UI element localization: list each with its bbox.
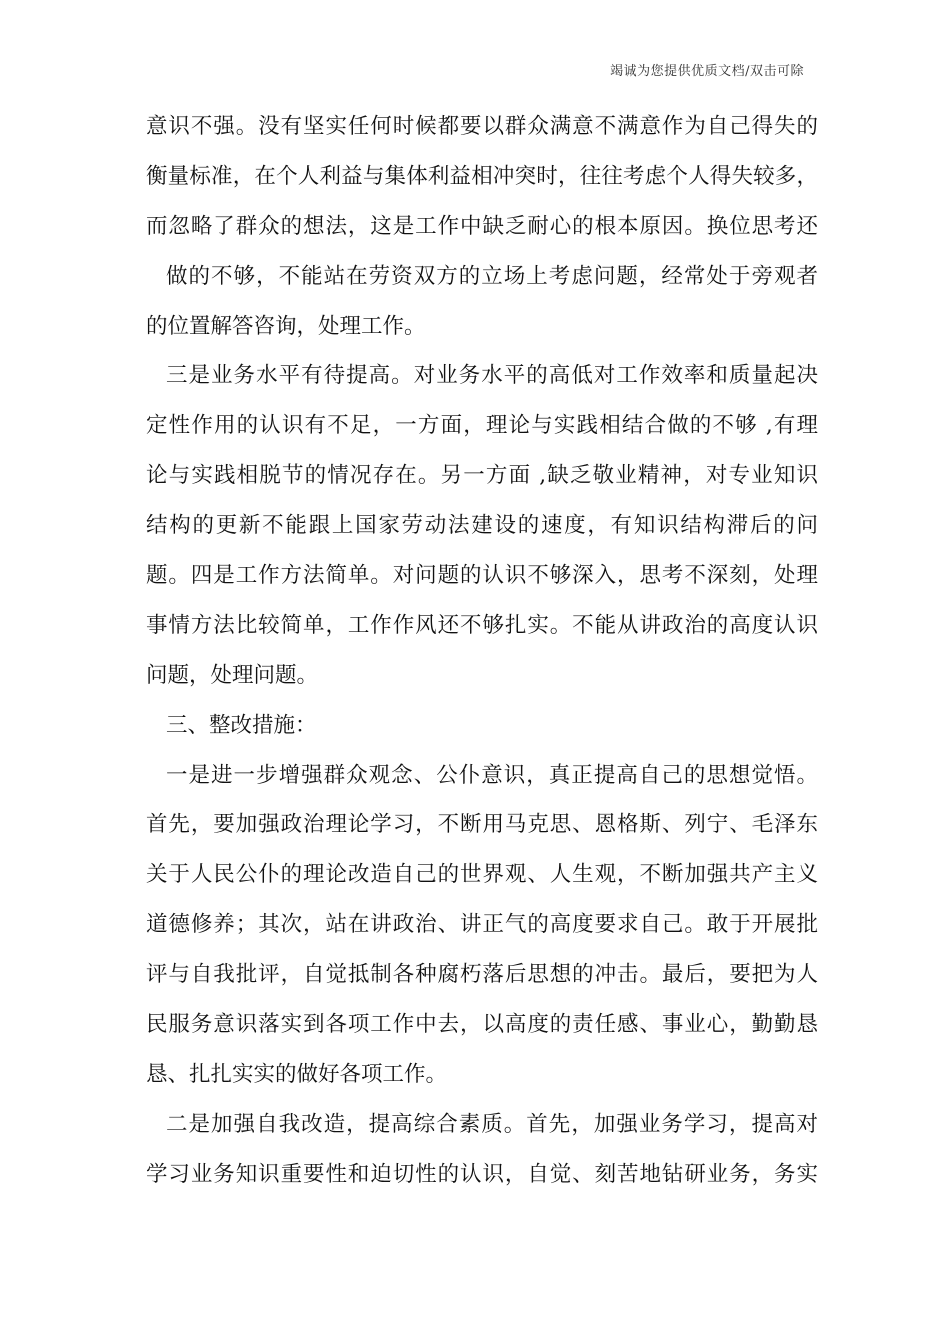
text-line: 首先，要加强政治理论学习，不断用马克思、恩格斯、列宁、毛泽东 [146, 812, 818, 838]
text-line: 做的不够，不能站在劳资双方的立场上考虑问题，经常处于旁观者 [166, 263, 818, 289]
text-line: 评与自我批评，自觉抵制各种腐朽落后思想的冲击。最后，要把为人 [146, 962, 818, 988]
text-line: 事情方法比较简单，工作作风还不够扎实。不能从讲政治的高度认识 [146, 612, 818, 638]
paragraph-start: 二是加强自我改造，提高综合素质。首先，加强业务学习，提高对 [166, 1111, 818, 1137]
document-body [146, 102, 818, 1200]
text-line: 道德修养；其次，站在讲政治、讲正气的高度要求自己。敢于开展批 [146, 912, 818, 938]
text-line: 关于人民公仆的理论改造自己的世界观、人生观，不断加强共产主义 [146, 862, 818, 888]
text-line: 意识不强。没有坚实任何时候都要以群众满意不满意作为自己得失的 [146, 114, 818, 139]
text-line: 的位置解答咨询，处理工作。 [146, 313, 426, 339]
text-line: 而忽略了群众的想法，这是工作中缺乏耐心的根本原因。换位思考还 [146, 213, 818, 239]
text-line: 论与实践相脱节的情况存在。另一方面 ,缺乏敬业精神，对专业知识 [146, 463, 818, 489]
section-heading: 三、整改措施： [166, 712, 317, 738]
text-line: 民服务意识落实到各项工作中去，以高度的责任感、事业心，勤勤恳 [146, 1012, 818, 1038]
text-line: 题。四是工作方法简单。对问题的认识不够深入，思考不深刻，处理 [146, 563, 818, 589]
header-note: 竭诚为您提供优质文档/双击可除 [610, 64, 804, 79]
paragraph-start: 一是进一步增强群众观念、公仆意识，真正提高自己的思想觉悟。 [166, 762, 818, 788]
text-line: 结构的更新不能跟上国家劳动法建设的速度，有知识结构滞后的问 [146, 513, 818, 539]
text-line: 问题，处理问题。 [146, 662, 319, 688]
paragraph-start: 三是业务水平有待提高。对业务水平的高低对工作效率和质量起决 [166, 363, 818, 389]
text-line: 学习业务知识重要性和迫切性的认识，自觉、刻苦地钻研业务，务实 [146, 1161, 818, 1187]
text-line: 定性作用的认识有不足，一方面，理论与实践相结合做的不够 ,有理 [146, 413, 818, 439]
text-line: 恳、扎扎实实的做好各项工作。 [146, 1061, 448, 1087]
text-line: 衡量标准，在个人利益与集体利益相冲突时，往往考虑个人得失较多， [146, 163, 818, 189]
